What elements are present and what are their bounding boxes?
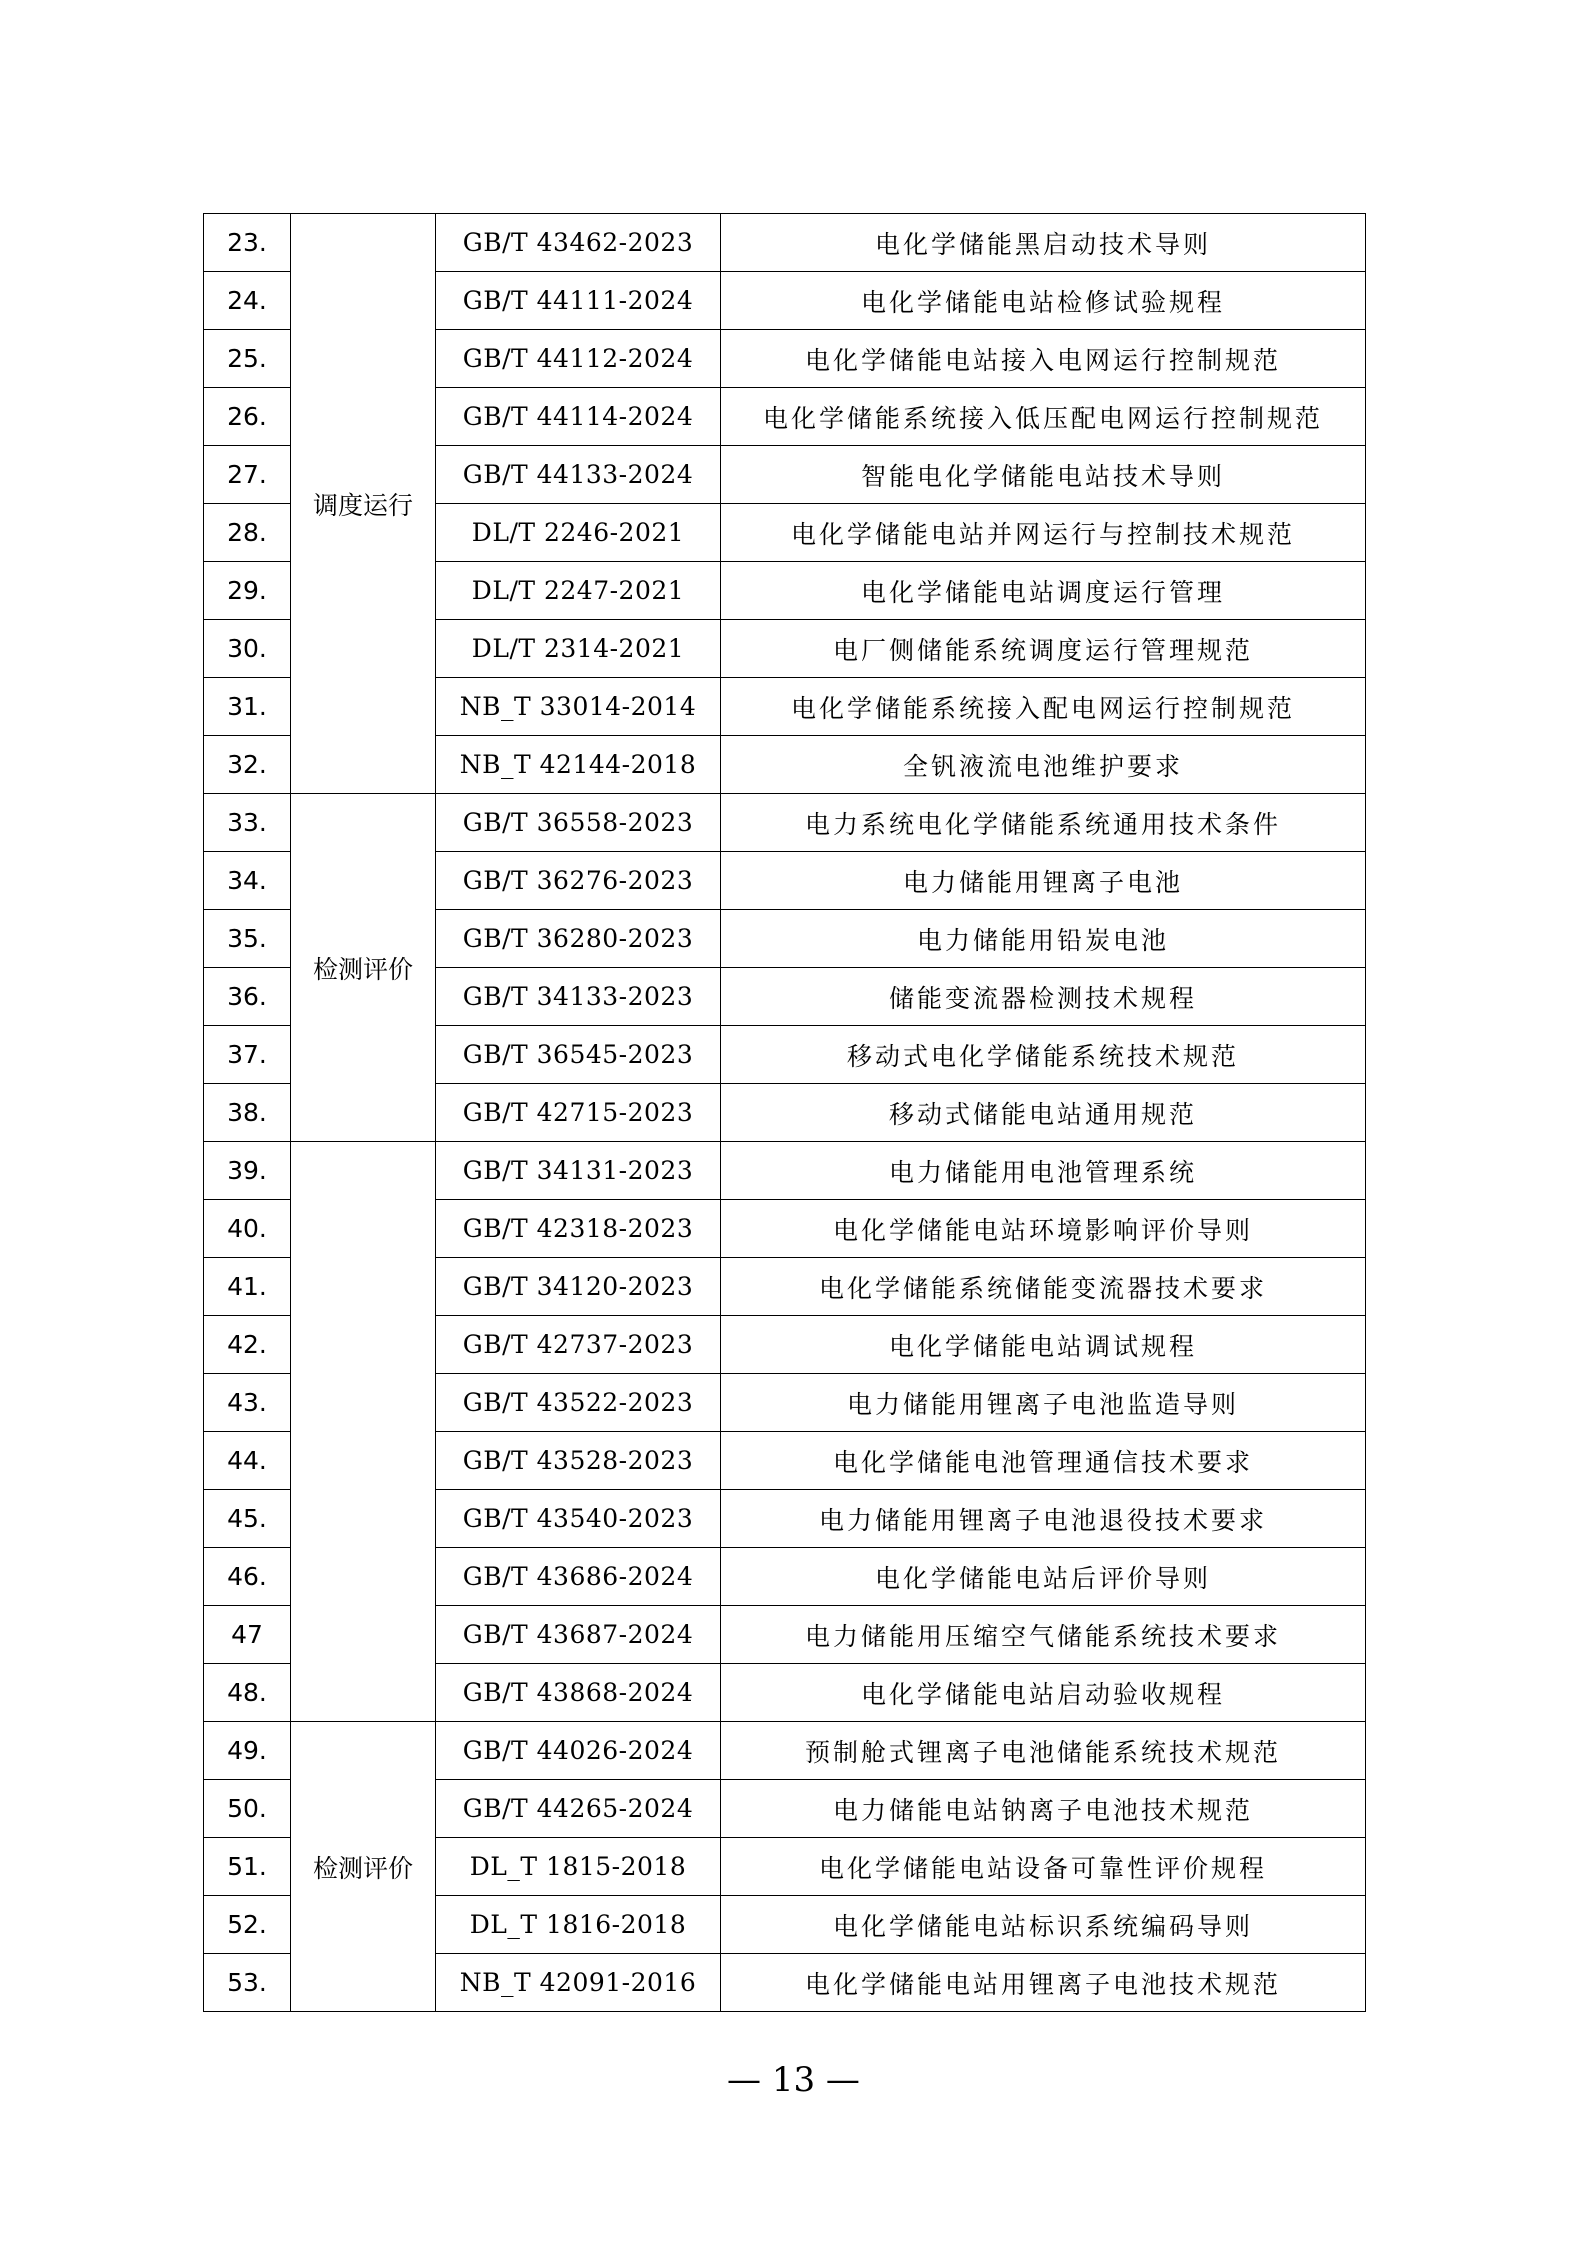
- row-number: 34.: [204, 852, 291, 910]
- standard-code: GB/T 42715-2023: [436, 1084, 721, 1142]
- standard-name: 电化学储能电站用锂离子电池技术规范: [721, 1954, 1366, 2012]
- standard-code: GB/T 44114-2024: [436, 388, 721, 446]
- category-cell: 检测评价: [291, 1722, 436, 2012]
- standard-code: GB/T 43868-2024: [436, 1664, 721, 1722]
- row-number: 51.: [204, 1838, 291, 1896]
- standard-name: 电化学储能电池管理通信技术要求: [721, 1432, 1366, 1490]
- standard-code: DL/T 2247-2021: [436, 562, 721, 620]
- standard-code: GB/T 42737-2023: [436, 1316, 721, 1374]
- standard-name: 电力储能电站钠离子电池技术规范: [721, 1780, 1366, 1838]
- standard-code: GB/T 43462-2023: [436, 214, 721, 272]
- row-number: 39.: [204, 1142, 291, 1200]
- standard-code: GB/T 36276-2023: [436, 852, 721, 910]
- standard-code: GB/T 42318-2023: [436, 1200, 721, 1258]
- row-number: 45.: [204, 1490, 291, 1548]
- row-number: 47: [204, 1606, 291, 1664]
- row-number: 53.: [204, 1954, 291, 2012]
- standard-name: 电化学储能电站接入电网运行控制规范: [721, 330, 1366, 388]
- standard-name: 电力储能用锂离子电池监造导则: [721, 1374, 1366, 1432]
- standard-name: 电化学储能电站检修试验规程: [721, 272, 1366, 330]
- standard-name: 预制舱式锂离子电池储能系统技术规范: [721, 1722, 1366, 1780]
- standard-name: 电力储能用压缩空气储能系统技术要求: [721, 1606, 1366, 1664]
- standard-name: 电力储能用铅炭电池: [721, 910, 1366, 968]
- standard-code: DL_T 1816-2018: [436, 1896, 721, 1954]
- row-number: 50.: [204, 1780, 291, 1838]
- standard-name: 电化学储能电站启动验收规程: [721, 1664, 1366, 1722]
- standard-code: GB/T 34133-2023: [436, 968, 721, 1026]
- row-number: 40.: [204, 1200, 291, 1258]
- standard-code: GB/T 43687-2024: [436, 1606, 721, 1664]
- standard-code: GB/T 34131-2023: [436, 1142, 721, 1200]
- standards-table: [203, 213, 1366, 2012]
- standard-name: 移动式储能电站通用规范: [721, 1084, 1366, 1142]
- standard-name: 电化学储能电站并网运行与控制技术规范: [721, 504, 1366, 562]
- row-number: 49.: [204, 1722, 291, 1780]
- standard-code: GB/T 43686-2024: [436, 1548, 721, 1606]
- row-number: 28.: [204, 504, 291, 562]
- standard-name: 电化学储能电站后评价导则: [721, 1548, 1366, 1606]
- standard-name: 电化学储能电站标识系统编码导则: [721, 1896, 1366, 1954]
- category-cell: 检测评价: [291, 794, 436, 1142]
- category-cell: [291, 1142, 436, 1722]
- row-number: 27.: [204, 446, 291, 504]
- standard-code: GB/T 44026-2024: [436, 1722, 721, 1780]
- standard-name: 电化学储能电站调试规程: [721, 1316, 1366, 1374]
- standard-code: DL_T 1815-2018: [436, 1838, 721, 1896]
- page-number: — 13 —: [727, 2060, 860, 2100]
- standard-code: NB_T 42144-2018: [436, 736, 721, 794]
- standard-code: GB/T 36558-2023: [436, 794, 721, 852]
- row-number: 42.: [204, 1316, 291, 1374]
- row-number: 32.: [204, 736, 291, 794]
- standard-code: GB/T 36545-2023: [436, 1026, 721, 1084]
- row-number: 43.: [204, 1374, 291, 1432]
- row-number: 52.: [204, 1896, 291, 1954]
- standard-name: 电化学储能系统储能变流器技术要求: [721, 1258, 1366, 1316]
- row-number: 35.: [204, 910, 291, 968]
- row-number: 25.: [204, 330, 291, 388]
- standard-code: GB/T 44111-2024: [436, 272, 721, 330]
- row-number: 48.: [204, 1664, 291, 1722]
- standard-name: 储能变流器检测技术规程: [721, 968, 1366, 1026]
- standard-name: 电化学储能系统接入低压配电网运行控制规范: [721, 388, 1366, 446]
- row-number: 24.: [204, 272, 291, 330]
- standard-name: 移动式电化学储能系统技术规范: [721, 1026, 1366, 1084]
- standard-name: 电化学储能电站设备可靠性评价规程: [721, 1838, 1366, 1896]
- standard-name: 电力储能用锂离子电池退役技术要求: [721, 1490, 1366, 1548]
- row-number: 36.: [204, 968, 291, 1026]
- standard-code: DL/T 2246-2021: [436, 504, 721, 562]
- table-row: [204, 1142, 1366, 1200]
- standard-name: 电化学储能电站环境影响评价导则: [721, 1200, 1366, 1258]
- table-row: [204, 214, 1366, 272]
- standard-name: 电力储能用电池管理系统: [721, 1142, 1366, 1200]
- standard-name: 电力储能用锂离子电池: [721, 852, 1366, 910]
- standard-name: 电力系统电化学储能系统通用技术条件: [721, 794, 1366, 852]
- standard-name: 电化学储能电站调度运行管理: [721, 562, 1366, 620]
- standard-name: 智能电化学储能电站技术导则: [721, 446, 1366, 504]
- standard-name: 全钒液流电池维护要求: [721, 736, 1366, 794]
- standard-code: GB/T 34120-2023: [436, 1258, 721, 1316]
- row-number: 23.: [204, 214, 291, 272]
- table-row: [204, 1722, 1366, 1780]
- row-number: 38.: [204, 1084, 291, 1142]
- standards-table-body: [204, 214, 1366, 2012]
- standard-code: GB/T 44133-2024: [436, 446, 721, 504]
- standard-code: DL/T 2314-2021: [436, 620, 721, 678]
- table-row: [204, 794, 1366, 852]
- standard-code: GB/T 43522-2023: [436, 1374, 721, 1432]
- category-cell: 调度运行: [291, 214, 436, 794]
- row-number: 30.: [204, 620, 291, 678]
- row-number: 33.: [204, 794, 291, 852]
- row-number: 26.: [204, 388, 291, 446]
- standard-name: 电化学储能系统接入配电网运行控制规范: [721, 678, 1366, 736]
- standard-code: GB/T 36280-2023: [436, 910, 721, 968]
- standard-code: NB_T 33014-2014: [436, 678, 721, 736]
- standard-name: 电厂侧储能系统调度运行管理规范: [721, 620, 1366, 678]
- standard-code: GB/T 44112-2024: [436, 330, 721, 388]
- row-number: 37.: [204, 1026, 291, 1084]
- standard-code: GB/T 43528-2023: [436, 1432, 721, 1490]
- row-number: 41.: [204, 1258, 291, 1316]
- standard-name: 电化学储能黑启动技术导则: [721, 214, 1366, 272]
- row-number: 31.: [204, 678, 291, 736]
- row-number: 29.: [204, 562, 291, 620]
- row-number: 44.: [204, 1432, 291, 1490]
- standard-code: NB_T 42091-2016: [436, 1954, 721, 2012]
- row-number: 46.: [204, 1548, 291, 1606]
- standard-code: GB/T 43540-2023: [436, 1490, 721, 1548]
- standard-code: GB/T 44265-2024: [436, 1780, 721, 1838]
